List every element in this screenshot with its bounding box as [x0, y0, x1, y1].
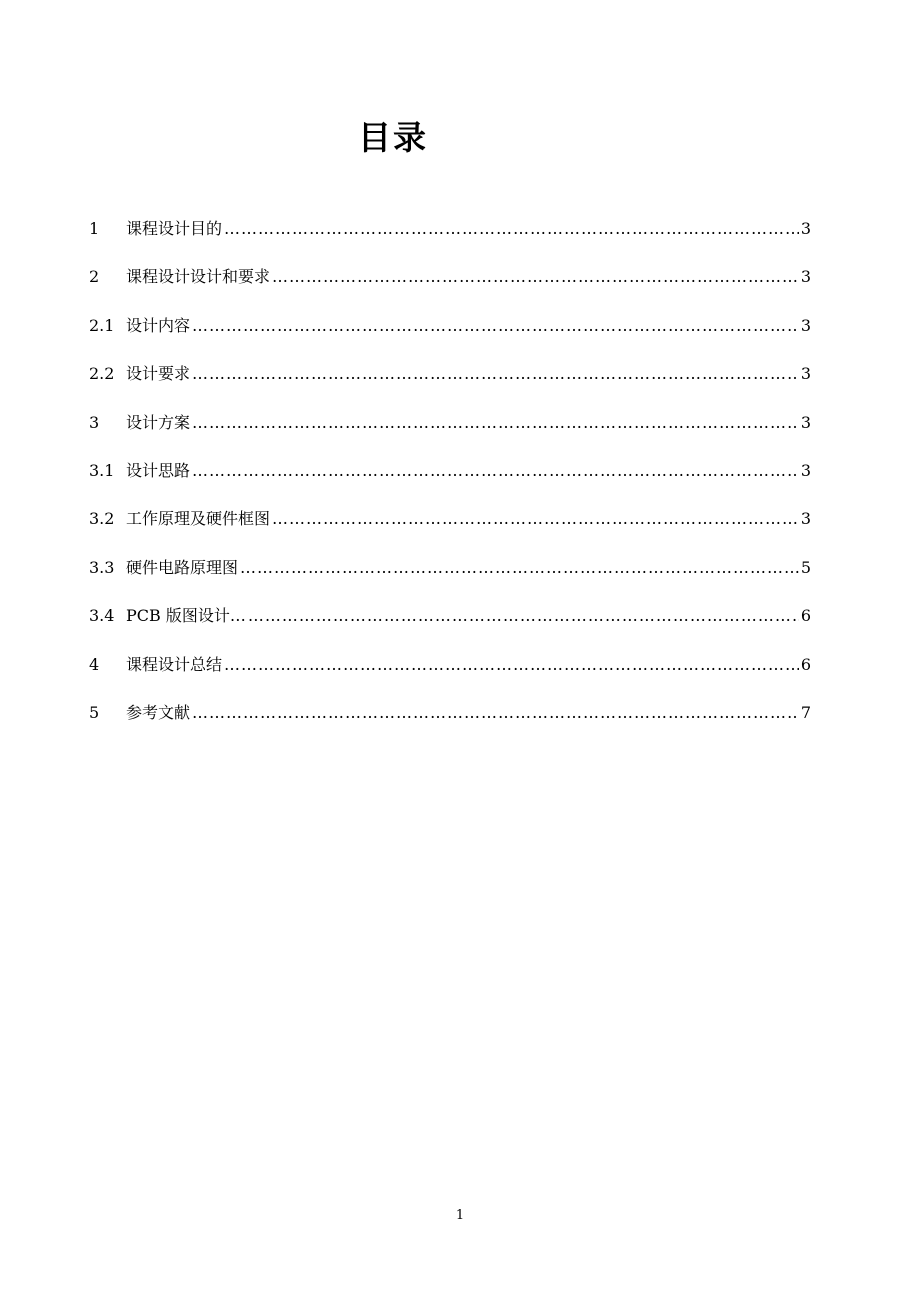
toc-dot-leader	[272, 509, 799, 528]
toc-entry-number: 2.2	[89, 364, 115, 384]
toc-dot-leader	[240, 558, 799, 577]
toc-entry[interactable]	[89, 410, 811, 458]
toc-entry-number: 2	[89, 267, 100, 287]
toc-dot-leader	[192, 461, 799, 480]
toc-entry-page: 3	[800, 509, 811, 529]
toc-entry-title: 课程设计设计和要求	[126, 267, 271, 287]
toc-dot-leader	[192, 316, 799, 335]
toc-dot-leader	[224, 219, 799, 238]
toc-entry-title: 设计内容	[126, 315, 191, 335]
toc-dot-leader	[224, 655, 799, 674]
toc-entry-number: 2.1	[89, 315, 115, 335]
toc-entry[interactable]	[89, 458, 811, 506]
toc-dot-leader	[272, 267, 799, 286]
toc-entry[interactable]	[89, 506, 811, 554]
toc-entry-page: 3	[800, 460, 811, 480]
page-number: 1	[455, 1208, 465, 1223]
toc-entry-title: 设计思路	[126, 460, 191, 480]
toc-entry-title: 硬件电路原理图	[126, 557, 239, 577]
toc-dot-leader	[192, 703, 799, 722]
toc-entry-page: 3	[800, 364, 811, 384]
toc-entry[interactable]	[89, 555, 811, 603]
toc-entry-page: 6	[800, 606, 811, 626]
toc-entry-title: 课程设计目的	[126, 219, 223, 238]
toc-dot-leader	[192, 364, 799, 383]
toc-entry-title: 设计方案	[126, 412, 191, 432]
toc-entry-number: 3.3	[89, 557, 115, 577]
toc-entry-page: 7	[800, 702, 811, 722]
toc-entry[interactable]	[89, 603, 811, 651]
toc-entry[interactable]	[89, 264, 811, 312]
toc-entry-number: 4	[89, 654, 100, 674]
toc-entry-number: 3	[89, 412, 100, 432]
toc-entry[interactable]	[89, 700, 811, 748]
toc-entry-number: 5	[89, 702, 100, 722]
toc-entry-page: 3	[800, 412, 811, 432]
toc-entry[interactable]	[89, 361, 811, 409]
toc-entry-number: 3.1	[89, 460, 115, 480]
toc-entry-title: 工作原理及硬件框图	[126, 509, 271, 529]
toc-entry-number: 3.2	[89, 509, 115, 529]
toc-entry-page: 6	[800, 654, 811, 674]
page-title: 目录	[358, 118, 428, 157]
toc-entry[interactable]	[89, 313, 811, 361]
toc-entry-number: 3.4	[89, 606, 115, 626]
toc-entry-page: 3	[800, 267, 811, 287]
toc-entry-title: PCB 版图设计…	[126, 606, 246, 626]
toc-entry-page: 5	[800, 557, 811, 577]
toc-entry-number: 1	[89, 219, 100, 238]
toc-entry-page: 3	[800, 219, 811, 238]
table-of-contents	[89, 216, 811, 748]
toc-dot-leader	[248, 606, 799, 625]
toc-entry-title: 课程设计总结	[126, 654, 223, 674]
toc-dot-leader	[192, 413, 799, 432]
toc-entry-title: 设计要求	[126, 364, 191, 384]
toc-entry-title: 参考文献	[126, 702, 191, 722]
toc-entry-page: 3	[800, 315, 811, 335]
toc-entry[interactable]	[89, 216, 811, 264]
toc-entry[interactable]	[89, 652, 811, 700]
